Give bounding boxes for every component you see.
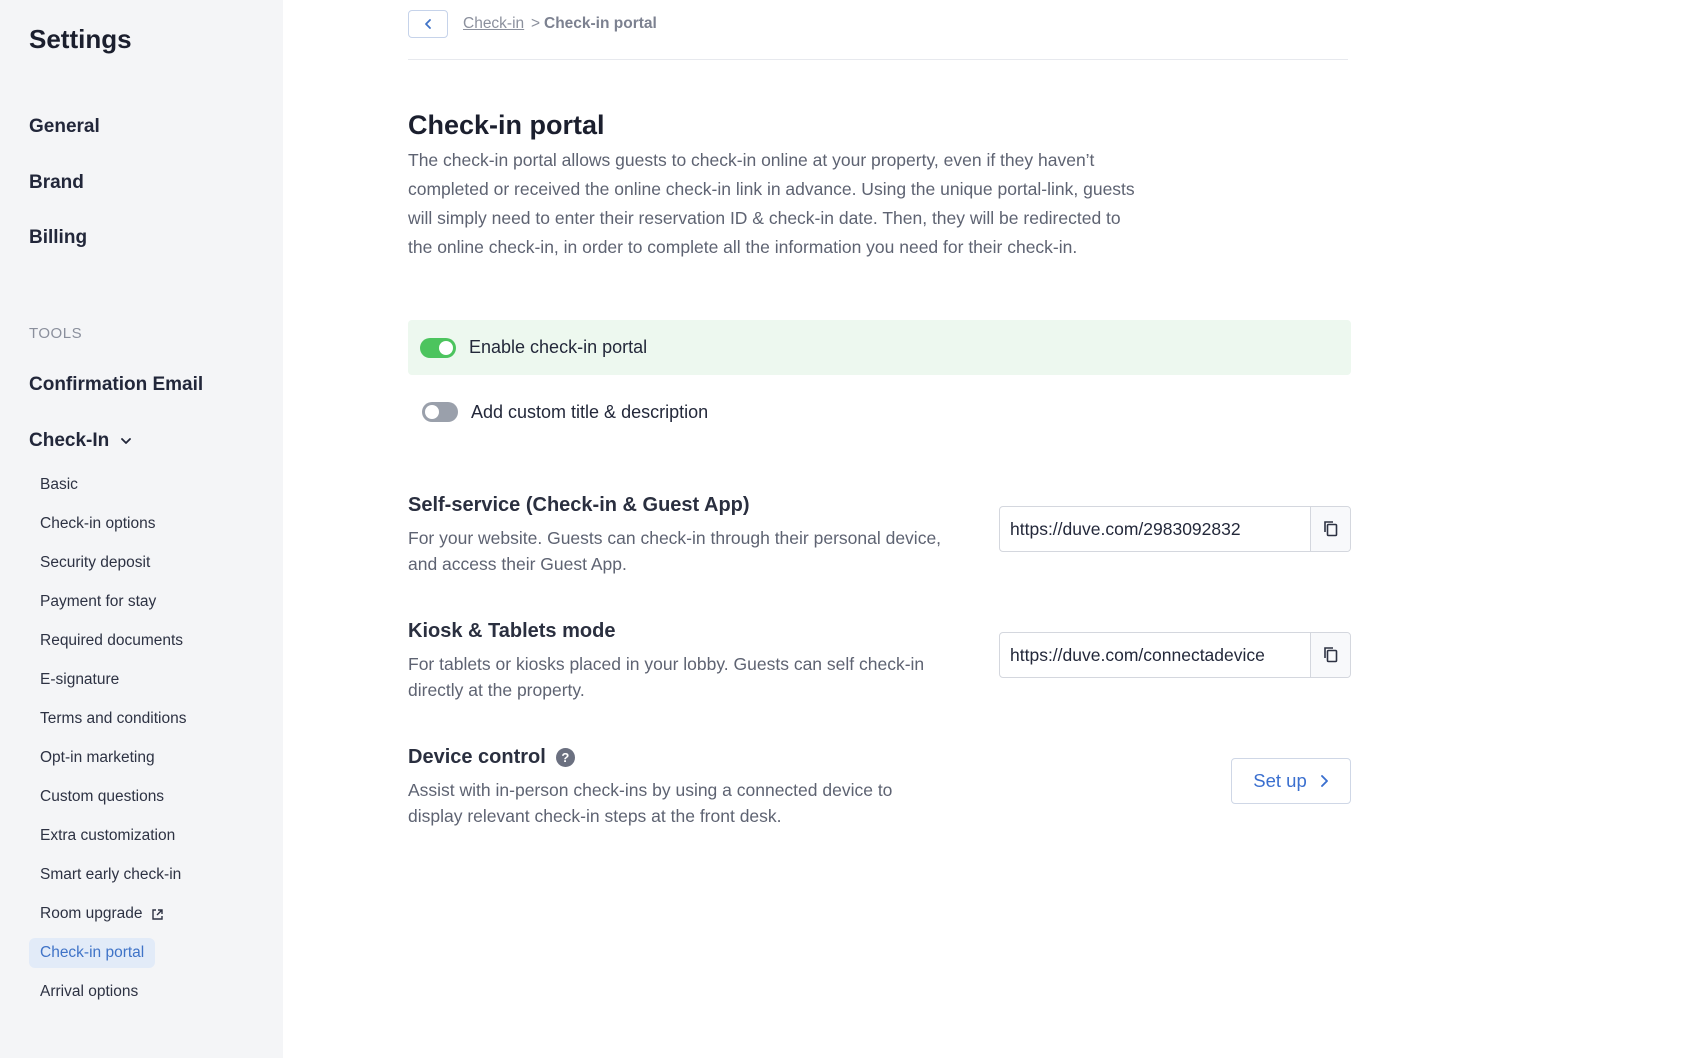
- sidebar-item-confirmation-email[interactable]: Confirmation Email: [29, 374, 204, 395]
- sidebar-title: Settings: [29, 24, 132, 54]
- custom-title-label: Add custom title & description: [471, 401, 709, 422]
- page-description: The check-in portal allows guests to check-in online at your property, even if they haven’t completed or received the online check-in link in advance. Using the unique portal-link, guests will simply need to enter their reservation ID & check-in date. Then, they will be redirected to the online check-in, in order to complete all the information you need for their check-in.: [408, 150, 1135, 257]
- sidebar-subitem-check-in-portal[interactable]: Check-in portal: [29, 938, 155, 968]
- toggle-knob: [425, 405, 439, 419]
- help-icon[interactable]: ?: [556, 748, 575, 767]
- sidebar-subitem-extra-customization[interactable]: Extra customization: [40, 827, 176, 844]
- sidebar-item-billing[interactable]: Billing: [29, 227, 88, 248]
- sidebar-subitem-terms-and-conditions[interactable]: Terms and conditions: [40, 710, 187, 727]
- custom-title-toggle[interactable]: [422, 402, 458, 422]
- sidebar-subitem-room-upgrade[interactable]: [29, 899, 175, 929]
- self-service-description: For your website. Guests can check-in through their personal device, and access their Guest App.: [408, 528, 942, 574]
- room-upgrade-label: Room upgrade: [40, 905, 143, 922]
- sidebar-subitem-required-documents[interactable]: Required documents: [40, 632, 184, 649]
- sidebar-subitem-custom-questions[interactable]: Custom questions: [40, 788, 165, 805]
- enable-portal-toggle[interactable]: [420, 338, 456, 358]
- kiosk-section: [408, 620, 1351, 703]
- kiosk-description: For tablets or kiosks placed in your lobby. Guests can self check-in directly at the property.: [408, 654, 925, 700]
- sidebar-item-general[interactable]: General: [29, 116, 100, 137]
- sidebar-subitem-security-deposit[interactable]: Security deposit: [40, 554, 151, 571]
- custom-title-row: [422, 402, 708, 422]
- kiosk-title-text: Kiosk & Tablets mode: [408, 620, 616, 642]
- device-control-title: [408, 746, 1351, 769]
- breadcrumb-check-in-link[interactable]: Check-in: [463, 15, 525, 32]
- sidebar-item-brand[interactable]: Brand: [29, 172, 84, 193]
- sidebar-subitem-check-in-options[interactable]: Check-in options: [40, 515, 156, 532]
- self-service-url-input[interactable]: [1000, 507, 1310, 551]
- settings-sidebar: [0, 0, 283, 1058]
- self-service-section: [408, 494, 1351, 577]
- copy-icon: [1323, 520, 1339, 538]
- enable-portal-row: [408, 320, 1351, 375]
- kiosk-copy-button[interactable]: [1310, 633, 1350, 677]
- device-control-section: [408, 746, 1351, 829]
- sidebar-item-check-in[interactable]: [29, 430, 133, 452]
- self-service-url-box: [999, 506, 1351, 552]
- device-control-title-text: Device control: [408, 746, 546, 768]
- breadcrumb-separator: >: [531, 15, 541, 32]
- sidebar-subitem-opt-in-marketing[interactable]: Opt-in marketing: [40, 749, 155, 766]
- device-control-description: Assist with in-person check-ins by using a connected device to display relevant check-in steps at the front desk.: [408, 780, 893, 826]
- breadcrumb: [408, 10, 1348, 60]
- chevron-right-icon: [1319, 774, 1329, 788]
- set-up-label: Set up: [1253, 770, 1307, 791]
- check-in-label: Check-In: [29, 430, 110, 451]
- sidebar-subitem-smart-early-check-in[interactable]: Smart early check-in: [40, 866, 182, 883]
- chevron-left-icon: [422, 18, 434, 30]
- self-service-title-text: Self-service (Check-in & Guest App): [408, 494, 750, 516]
- breadcrumb-current: Check-in portal: [544, 15, 657, 32]
- set-up-button[interactable]: [1231, 758, 1351, 804]
- tools-section-label: TOOLS: [29, 325, 83, 342]
- chevron-down-icon: [119, 434, 133, 448]
- sidebar-subitem-basic[interactable]: Basic: [40, 476, 78, 493]
- page-title: Check-in portal: [408, 110, 605, 140]
- enable-portal-label: Enable check-in portal: [469, 337, 648, 357]
- kiosk-url-input[interactable]: [1000, 633, 1310, 677]
- external-link-icon: [151, 908, 164, 921]
- self-service-copy-button[interactable]: [1310, 507, 1350, 551]
- kiosk-url-box: [999, 632, 1351, 678]
- back-button[interactable]: [408, 10, 448, 38]
- sidebar-subitem-arrival-options[interactable]: Arrival options: [40, 983, 139, 1000]
- copy-icon: [1323, 646, 1339, 664]
- sidebar-subitem-payment-for-stay[interactable]: Payment for stay: [40, 593, 157, 610]
- sidebar-subitem-e-signature[interactable]: E-signature: [40, 671, 120, 688]
- toggle-knob: [439, 341, 453, 355]
